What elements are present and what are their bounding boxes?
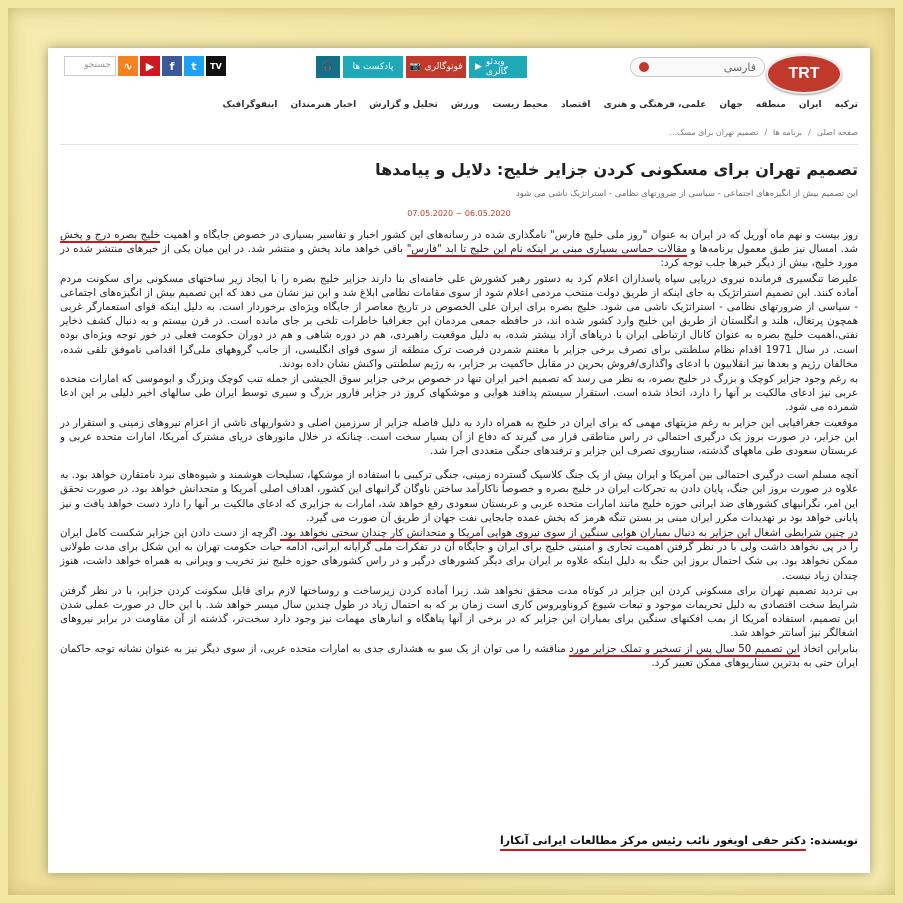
page-title: تصمیم تهران برای مسکونی کردن جزایر خلیج: دلایل و پیامدها	[375, 160, 858, 179]
paragraph: آنچه مسلم است درگیری احتمالی بین آمریکا و ایران بیش از یک جنگ کلاسیک گسترده زمینی، جنگی ترکیبی با استفاده از موشکها، تسلیحات هوشمند و شیوه‌های نبرد نامتقارن خواهد بود. به علاوه در صورت بروز این جنگ، پایان دادن به تحرکات ایران در خلیج بصره و خصوصاً ناکارآمد ساختن ناوگان گرانبهای این کشور، اهداف اصلی آمریکا و متحدانش خواهد بود. در صورت تحقق این امر، نگرانیهای کشورهای ضد ایرانی حوزه خلیج مانند امارات متحده عربی و عربستان سعودی رفع خواهد شد، امارات به جزایری که ادعای مالکیت بر آنها را دارد دست خواهد یافت و نیز پایانی خواهد بود بر تهدیدات مکرر ایران مبنی بر بستن تنگه هرمز که بخش عمده جابجایی نفت جهان از طریق آن صورت می گیرد.	[60, 469, 858, 524]
highlight: مقالات حماسی بسیاری مبنی بر اینکه نام این خلیج تا ابد "فارس"	[406, 243, 687, 256]
highlight: در چنین شرایطی اشغال این جزایر به دنبال بمباران هوایی سنگین از سوی نیروی هوایی آمریکا و متحدانش کار چندان سختی نخواهد بود.	[280, 527, 858, 540]
nav-item[interactable]: جهان	[719, 100, 743, 110]
paragraph: علیرضا تنگسیری فرمانده نیروی دریایی سپاه پاسداران اعلام کرد به دستور رهبر کشورش علی خامنه‌ای بنا دارند جزایر خلیج بصره را با ایجاد زیر ساختهای مسکونی برای سکونت مردم آماده کنند. این تصمیم استراتژیک به جای اینکه از طریق دولت منتخب مردمی اعلام شود از سوی مقامات نظامی ابلاغ شد و این نیز نشان می دهد که این تصمیم بیش از انگیزه‌های اجتماعی - سیاسی از ضرورتهای نظامی - استراتژیک ناشی می شود. خلیج بصره برای ایران علی الخصوص در تاریخ معاصر از جایگاه ویژه‌ای برخوردار است. به دلیل اینکه قوای استعمارگر غربی همچون پرتغال، هلند و انگلستان از طریق این خلیج وارد کشور شده اند، در حافظه جمعی مردمان این جغرافیا خاطرات تلخی بر جای مانده است. در قرن بیستم و به دنبال کشف ذخایر نفتی،اهمیت خلیج بصره به عنوان کانال ارتباطی ایران با دریاهای آزاد بیشتر شده، به دلیل موقعیت راهبردی، هم در دوره شاهی و هم در دوران حکومت فعلی در خور توجه ویژه‌ای بوده است. در سال 1971 اقدام نظام سلطنتی برای تصرف برخی جزایر با مغتنم شمردن فرصت ترک منطقه از سوی قوای انگلیسی، از جانب گروههای ملی‌گرا اقدامی ناموفق تلقی شده، مخالفان رژیم و بعدها نیز انقلابیون با ادعای واگذاری/فروش بحرین در مقابل حاکمیت بر جزایر، به رژیم سلطنتی واکنش نشان داده بودند.	[60, 272, 859, 370]
video-icon: ▶	[475, 62, 482, 72]
nav-item[interactable]: محیط زیست	[492, 100, 548, 110]
breadcrumb-separator: /	[764, 128, 768, 137]
paragraph: به رغم وجود جزایر کوچک و بزرگ در خلیج بصره، به نظر می رسد که تصمیم اخیر ایران تنها در خصوص برخی جزایر سوق الجیشی از جمله تنب کوچک وبزرگ و ابوموسی که امارات متحده عربی نیز ادعای مالکیت بر آنها را دارد، اتخاذ شده است. استقرار سیستم پدافند هوایی و موشکهای کروز در جزایر فارور بزرگ و سیری توسط ایران طی سالهای اخیر دلیلی بر این ادعا شمرده می شود.	[60, 373, 858, 414]
social-links	[118, 56, 226, 76]
breadcrumb-home[interactable]: صفحه اصلی	[816, 128, 858, 137]
headphones-icon[interactable]: 🎧	[316, 56, 340, 78]
main-nav	[223, 100, 858, 110]
nav-item[interactable]: تحلیل و گزارش	[369, 100, 438, 110]
photo-gallery-tile[interactable]: 📷 فوتوگالری	[406, 56, 466, 78]
paragraph: بنابراین اتخاذ این تصمیم 50 سال پس از تسخیر و تملک جزایر مورد مناقشه را می توان از یک سو به هشداری جدی به امارات متحده عربی، از سوی دیگر نیز به عنوان نشانه توجه حاکمان ایران حتی به بدترین سناریوهای ممکن تعبیر کرد.	[60, 642, 858, 669]
nav-item[interactable]: ایران	[798, 100, 822, 110]
paragraph: در چنین شرایطی اشغال این جزایر به دنبال بمباران هوایی سنگین از سوی نیروی هوایی آمریکا و متحدانش کار چندان سختی نخواهد بود. اگرچه از دست دادن این جزایر شکست کامل ایران را در پی نخواهد داشت ولی با در نظر گرفتن اهمیت تجاری و امنیتی خلیج برای ایران و جایگاه آن در تفکرات ملی گرایانه ایرانی، ادامه حیات حکومت تهران به این شکل برای مدت طولانی ممکن نخواهد بود. بی شک احتمال بروز این جنگ به دلیل اینکه علاوه بر ایران برای دیگر کشورهای درگیر و در راس کشورهای حوزه خلیج نیز تخریب و ویرانی به همراه خواهد داشت، هنوز چندان زیاد نیست.	[60, 527, 858, 582]
breadcrumb-current: تصمیم تهران برای مسک...	[669, 128, 759, 137]
paragraph: روز بیست و نهم ماه آوریل که در ایران به عنوان "روز ملی خلیج فارس" نامگذاری شده در رسانه‌های این کشور اخبار و تفاسیر بسیاری در خصوص جایگاه و اهمیت خلیج بصره درج و پخش شد. امسال نیز طبق معمول برنامه‌ها و مقالات حماسی بسیاری مبنی بر اینکه نام این خلیج تا ابد "فارس" باقی خواهد ماند پخش و منتشر شد. در این میان یکی از خبرهای منتشر شده در مورد خلیج، بیش از دیگر خبرها جلب توجه کرد:	[60, 229, 858, 270]
camera-icon: 📷	[409, 62, 421, 72]
nav-item[interactable]: منطقه	[755, 100, 786, 110]
nav-item[interactable]: ترکیه	[834, 100, 858, 110]
media-tiles	[316, 56, 527, 78]
podcast-tile[interactable]: پادکست ها	[343, 56, 403, 78]
paragraph: بی تردید تصمیم تهران برای مسکونی کردن این جزایر در کوتاه مدت محقق نخواهد شد. زیرا آماده کردن زیرساخت و روساختها لازم برای قابل سکونت کردن جزایر، با در نظر گرفتن شرایط سخت اقتصادی به دلیل تحریمات موجود و تبعات شیوع کروناویروس کاری است زمان بر که به احتمال زیاد در طول چندین سال میسر خواهد شد. با این حال در صورت عملی شدن این تصمیم، استفاده آمریکا از بمب افکنهای سنگین برای بمباران این جزایر که در برخی از آنها پناهگاه و انبارهای مهمات نیز وجود دارد سخت‌تر، گذشته از آن مقاومت در برابر نیروهای اشغالگر نیز آسانتر خواهد شد.	[60, 584, 858, 640]
search-input[interactable]: جستجو	[64, 56, 116, 76]
highlight: خلیج بصره درج و پخش	[60, 229, 161, 241]
author-line	[500, 834, 858, 847]
language-label: فارسی	[723, 60, 756, 74]
breadcrumb-separator: /	[808, 128, 811, 137]
web-page	[48, 48, 870, 873]
rss-icon[interactable]: ∿	[118, 56, 138, 76]
divider	[60, 144, 858, 145]
nav-item[interactable]: اخبار هنرمندان	[290, 100, 357, 110]
nav-item[interactable]: ورزش	[450, 100, 480, 110]
nav-item[interactable]: اقتصاد	[560, 100, 591, 110]
article-body	[60, 228, 858, 671]
trt-logo[interactable]: TRT	[766, 54, 842, 94]
language-dropdown-icon	[639, 62, 649, 72]
author-label: نویسنده:	[806, 834, 858, 847]
breadcrumb	[669, 128, 858, 137]
language-selector[interactable]	[630, 57, 765, 77]
article-subtitle: این تصمیم بیش از انگیزه‌های اجتماعی - سیاسی از ضرورتهای نظامی - استراتژیک ناشی می شود	[515, 189, 858, 199]
video-gallery-tile[interactable]: ▶ ویدئو گالری	[469, 56, 527, 78]
youtube-icon[interactable]: ▶	[140, 56, 160, 76]
facebook-icon[interactable]: f	[162, 56, 182, 76]
photo-frame	[8, 8, 895, 895]
highlight: این تصمیم 50 سال پس از تسخیر و تملک جزایر مورد	[569, 642, 800, 655]
twitter-icon[interactable]: t	[184, 56, 204, 76]
breadcrumb-programs[interactable]: برنامه ها	[773, 128, 803, 137]
nav-item[interactable]: اینفوگرافیک	[222, 100, 278, 110]
paragraph: موقعیت جغرافیایی این جزایر به رغم مزیتهای مهمی که برای ایران در خلیج به همراه دارد به دلیل فاصله جزایر از سرزمین اصلی و دشواریهای ناشی از اعزام نیروهای زمینی و استقرار در این جزایر، در صورت بروز یک درگیری احتمالی در راس مناطقی قرار می گیرند که دفاع از آن بسیار سخت است. چنانکه در خلال مانورهای دریای مشترک آمریکا، امارات متحده عربی و عربستان سعودی طی ماههای گذشته، سناریوی تصرف این جزایر و ترفندهای جنگی متعددی اجرا شد.	[60, 416, 858, 458]
tv-icon[interactable]: TV	[206, 56, 226, 76]
author-name: دکتر حقی اویغور نائب رئیس مرکز مطالعات ایرانی آنکارا	[500, 834, 806, 851]
article-date: 07.05.2020 ~ 06.05.2020	[407, 209, 511, 218]
nav-item[interactable]: علمی، فرهنگی و هنری	[603, 100, 707, 110]
